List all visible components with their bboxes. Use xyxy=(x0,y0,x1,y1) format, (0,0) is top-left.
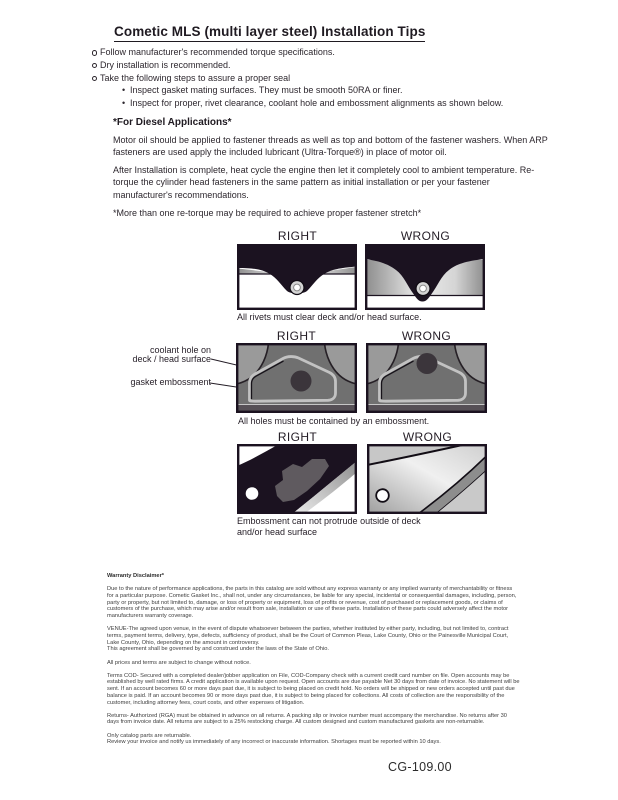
tip-text: Inspect gasket mating surfaces. They must be smooth 50RA or finer. xyxy=(130,85,403,96)
tip-text: Dry installation is recommended. xyxy=(100,59,231,70)
dot-bullet-icon: • xyxy=(122,85,126,96)
legal-paragraph: This agreement shall be governed by and construed under the laws of the State of Ohio. xyxy=(107,646,329,653)
diesel-section xyxy=(113,117,549,224)
page-title: Cometic MLS (multi layer steel) Installation Tips xyxy=(114,24,425,42)
fig2-wrong-label: WRONG xyxy=(401,329,452,343)
fig3-caption: Embossment can not protrude outside of deck and/or head surface xyxy=(237,516,421,537)
tip-text: Take the following steps to assure a proper seal xyxy=(100,72,291,83)
fig1-caption: All rivets must clear deck and/or head surface. xyxy=(237,312,422,322)
installation-tips-list xyxy=(92,46,562,110)
coolant-hole-icon xyxy=(417,353,438,374)
fig3-wrong-diagram xyxy=(367,444,487,514)
fig2-right-label: RIGHT xyxy=(276,329,317,343)
legal-paragraph: Review your invoice and notify us immediately of any incorrect or inaccurate information. Shortages must be reported within 10 days. xyxy=(107,739,441,746)
legal-paragraph: Only catalog parts are returnable. xyxy=(107,732,192,739)
tip-text: Follow manufacturer's recommended torque specifications. xyxy=(100,47,335,57)
bolt-hole-icon xyxy=(376,489,389,502)
diesel-paragraph: After Installation is complete, heat cycle the engine then let it completely cool to ambient temperature. Re-torque the cylinder head fasteners in the same pattern as initial installation or per your fastener manufacturer's recommendations. xyxy=(113,164,535,200)
fig3-right-diagram xyxy=(237,444,357,514)
fig3-right-label: RIGHT xyxy=(277,430,318,444)
fig1-wrong-label: WRONG xyxy=(400,229,451,243)
circle-bullet-icon xyxy=(92,63,97,68)
fig2-wrong-diagram xyxy=(366,343,487,413)
tip-sub-item xyxy=(92,84,562,97)
callout-gasket-embossment: gasket embossment xyxy=(130,377,211,387)
fig2-right-diagram xyxy=(236,343,357,413)
circle-bullet-icon xyxy=(92,76,97,81)
tip-item xyxy=(92,59,562,72)
fig1-wrong-diagram xyxy=(365,244,485,310)
callout-coolant-hole: coolant hole on deck / head surface xyxy=(132,345,211,365)
legal-paragraph: Returns- Authorized (RGA) must be obtained in advance on all returns. A packing slip or invoice number must accompany the merchandise. No returns after 30 days from invoice date. All returns are subject to a 25% restocking charge. All custom designed and custom manufactured gaskets are non-returnable. xyxy=(107,712,507,726)
diesel-paragraph: Motor oil should be applied to fastener threads as well as top and bottom of the fastener washers. When ARP fasteners are used apply the included lubricant (Ultra-Torque®) in place of motor oil. xyxy=(113,134,548,158)
diesel-note: *More than one re-torque may be required to achieve proper fastener stretch* xyxy=(113,207,422,218)
bolt-hole-icon xyxy=(246,487,259,500)
coolant-hole-icon xyxy=(291,371,312,392)
legal-paragraph: Terms COD- Secured with a completed dealer/jobber application on File, COD-Company check with a current credit card number on file. Open accounts may be established by well rated firms. A credit application is available upon request. Open accounts are due payable Net 30 days from date of invoice. No statement will be sent. If an account becomes 60 or more days past due, it is subject to being placed on credit hold. No orders will be shipped or new orders accepted until past due balance is paid. If an account becomes 90 or more days past due, it is subject to being placed for collections. All costs of collection are the responsibility of the customer, including attorney fees, court costs, and other expenses of litigation. xyxy=(107,672,520,706)
tip-item xyxy=(92,72,562,85)
legal-paragraph: All prices and terms are subject to change without notice. xyxy=(107,659,251,666)
tip-sub-item xyxy=(92,97,562,110)
tip-item xyxy=(92,46,562,59)
diesel-heading: *For Diesel Applications* xyxy=(113,117,232,128)
legal-paragraph: VENUE-The agreed upon venue, in the event of dispute whatsoever between the parties, whether instituted by either party, including, but not limited to, contract terms, payment terms, delivery, type, defects, sufficiency of product, shall be the Court of Common Pleas, Lake County, Ohio or the Painesville Municipal Court, Lake County, Ohio, depending on the amount in controversy. xyxy=(107,626,509,646)
fig1-right-diagram xyxy=(237,244,357,310)
tip-text: Inspect for proper, rivet clearance, coolant hole and embossment alignments as shown below. xyxy=(130,98,504,109)
page-number: CG-109.00 xyxy=(388,760,452,774)
dot-bullet-icon: • xyxy=(122,98,126,109)
fig3-wrong-label: WRONG xyxy=(402,430,453,444)
legal-section xyxy=(107,573,520,753)
warranty-disclaimer-heading: Warranty Disclaimer* xyxy=(107,573,165,579)
legal-paragraph: Due to the nature of performance applications, the parts in this catalog are sold without any express warranty or any implied warranty of merchantability or fitness for a particular purpose. Cometic Gasket Inc., shall not, under any circumstances, be liable for any special, incidental or consequential damages, including, person, party or property, but not limited to, damage, or loss of property or equipment, loss of profits or revenue, cost of purchased or replacement goods, or claims of customers of the purchase, which may arise and/or result from sale, installation or use of these parts. Installation of these parts could adversely affect the motor manufacturers warranty coverage. xyxy=(107,586,517,620)
fig2-caption: All holes must be contained by an embossment. xyxy=(238,416,430,426)
fig1-right-label: RIGHT xyxy=(277,229,318,243)
circle-bullet-icon xyxy=(92,50,97,55)
